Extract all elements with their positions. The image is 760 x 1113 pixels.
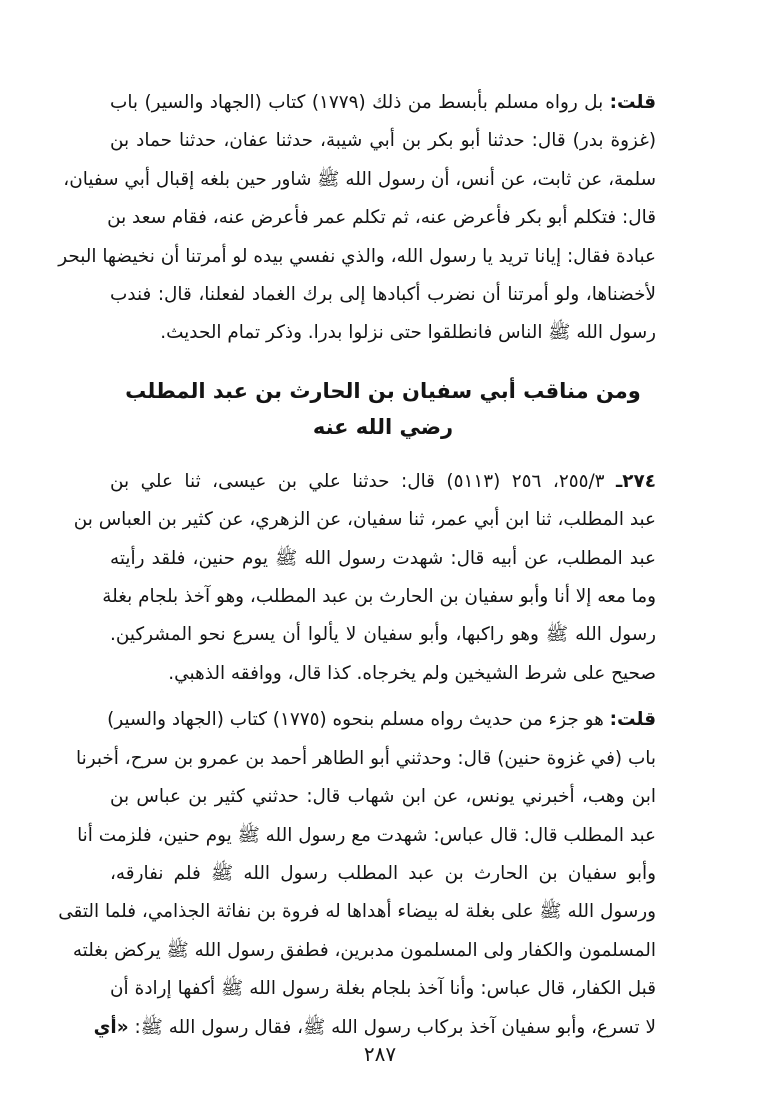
hadith-number: ٢٧٤ـ (616, 470, 656, 492)
text-line: ورسول الله ﷺ على بغلة له بيضاء أهداها له فروة بن نفاثة الجذامي، فلما التقى (58, 901, 656, 923)
text-line: قبل الكفار، قال عباس: وأنا آخذ بلجام بغلة رسول الله ﷺ أكفها إرادة أن (110, 978, 656, 1000)
qultu-label: قلت: (609, 92, 656, 113)
text-line: عبادة فقال: إيانا تريد يا رسول الله، والذي نفسي بيده لو أمرتنا أن نخيضها البحر (58, 245, 656, 267)
quote-start: «أي (93, 1016, 129, 1038)
text-line: ٢٧٤ـ ٢٥٥/٣، ٢٥٦ (٥١١٣) قال: حدثنا علي بن عيسى، ثنا علي بن (110, 470, 656, 492)
text-line: ابن وهب، أخبرني يونس، عن ابن شهاب قال: حدثني كثير بن عباس بن (110, 786, 656, 808)
document-page (58, 84, 656, 1047)
text-line: صحيح على شرط الشيخين ولم يخرجاه. كذا قال، ووافقه الذهبي. (168, 662, 656, 684)
text-line: عبد المطلب، ثنا ابن أبي عمر، ثنا سفيان، عن الزهري، عن كثير بن العباس بن (73, 509, 656, 531)
text-line: سلمة، عن ثابت، عن أنس، أن رسول الله ﷺ شاور حين بلغه إقبال أبي سفيان، (63, 168, 656, 190)
text-line: رسول الله ﷺ وهو راكبها، وأبو سفيان لا يألوا أن يسرع نحو المشركين. (110, 624, 656, 646)
section-heading: ومن مناقب أبي سفيان بن الحارث بن عبد المطلب رضي الله عنه (125, 378, 641, 439)
text-line: عبد المطلب، عن أبيه قال: شهدت رسول الله ﷺ يوم حنين، فلقد رأيته (110, 547, 656, 569)
text-line: قلت: بل رواه مسلم بأبسط من ذلك (١٧٧٩) كتاب (الجهاد والسير) باب (110, 92, 656, 113)
paragraph-muslim-hunayn (58, 701, 656, 1047)
paragraph-hadith-274 (73, 463, 656, 693)
text-line: باب (في غزوة حنين) قال: وحدثني أبو الطاهر أحمد بن عمرو بن سرح، أخبرنا (76, 747, 656, 769)
text-line: المسلمون والكفار ولى المسلمون مدبرين، فطفق رسول الله ﷺ يركض بغلته (72, 939, 656, 961)
qultu-label: قلت: (609, 709, 656, 731)
paragraph-muslim-badr (58, 84, 656, 353)
text-line: لأخضناها، ولو أمرتنا أن نضرب أكبادها إلى برك الغماد لفعلنا، قال: فندب (110, 284, 656, 306)
page-number: ٢٨٧ (363, 1042, 397, 1066)
text-line: قال: فتكلم أبو بكر فأعرض عنه، ثم تكلم عمر فأعرض عنه، فقام سعد بن (107, 207, 656, 229)
text-line: لا تسرع، وأبو سفيان آخذ بركاب رسول الله ﷺ، فقال رسول الله ﷺ: «أي (93, 1016, 656, 1038)
paragraph-gap (110, 693, 656, 701)
text-line: (غزوة بدر) قال: حدثنا أبو بكر بن أبي شيبة، حدثنا عفان، حدثنا حماد بن (110, 130, 656, 152)
text-line: قلت: هو جزء من حديث رواه مسلم بنحوه (١٧٧٥) كتاب (الجهاد والسير) (107, 709, 656, 731)
text-line: وما معه إلا أنا وأبو سفيان بن الحارث بن عبد المطلب، وهو آخذ بلجام بغلة (102, 586, 656, 608)
text-line: رسول الله ﷺ الناس فانطلقوا حتى نزلوا بدرا. وذكر تمام الحديث. (160, 322, 656, 344)
text-line: عبد المطلب قال: قال عباس: شهدت مع رسول الله ﷺ يوم حنين، فلزمت أنا (77, 824, 656, 846)
text-line: وأبو سفيان بن الحارث بن عبد المطلب رسول الله ﷺ فلم نفارقه، (110, 862, 656, 884)
